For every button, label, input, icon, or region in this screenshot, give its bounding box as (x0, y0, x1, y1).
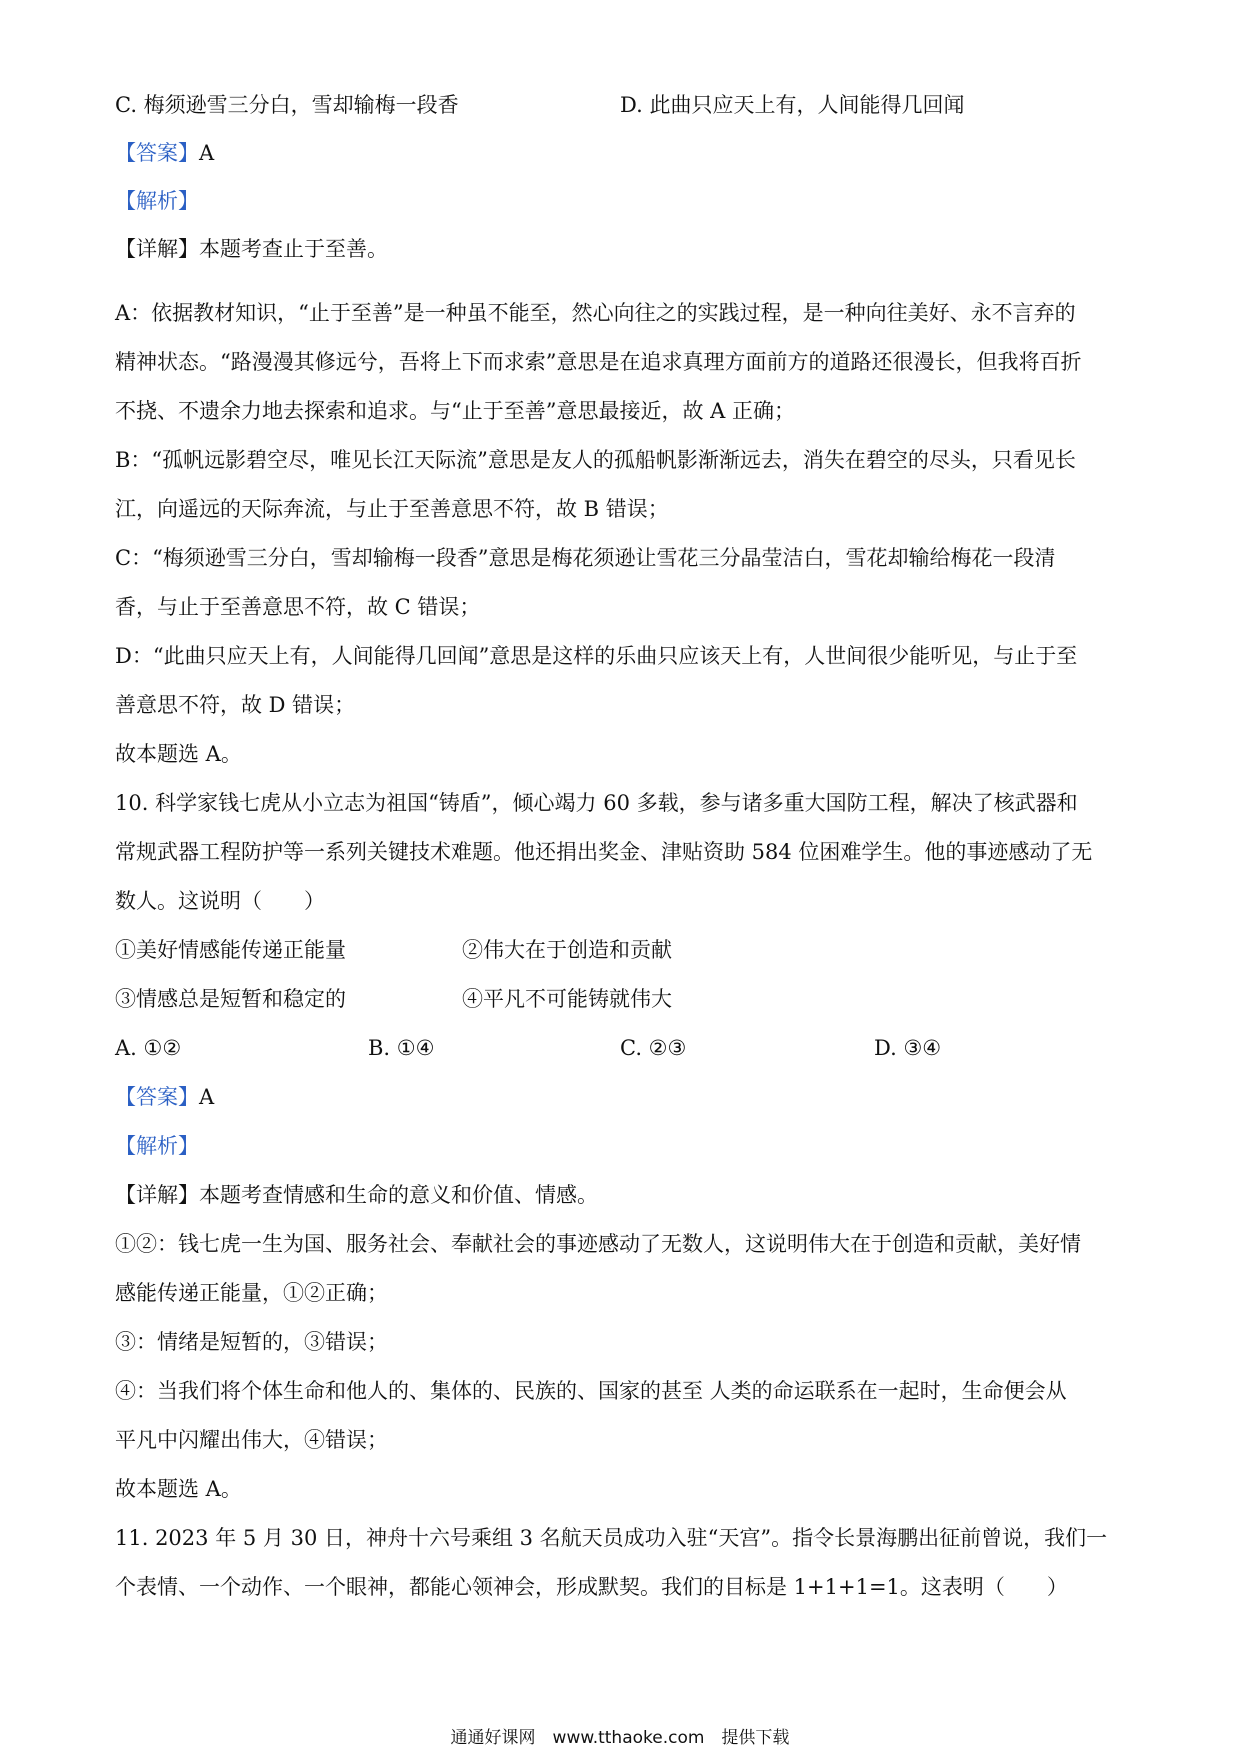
q11-stem-line: 个表情、一个动作、一个眼神，都能心领神会，形成默契。我们的目标是 1+1+1=1。这表明（ ） (115, 1575, 1068, 1599)
detail-tag: 【详解】 (115, 237, 199, 261)
answer-tag: 【答案】 (115, 1085, 199, 1109)
q9-explain-line: 善意思不符，故 D 错误； (115, 693, 356, 717)
q9-option-d: D. 此曲只应天上有，人间能得几回闻 (620, 93, 965, 117)
q10-explain-line: ①②：钱七虎一生为国、服务社会、奉献社会的事迹感动了无数人，这说明伟大在于创造和贡献，美好情 (115, 1232, 1081, 1256)
q10-option-a: A. ①② (115, 1036, 182, 1060)
q10-answer-value: A (199, 1085, 215, 1109)
analysis-tag: 【解析】 (115, 1134, 199, 1158)
q9-explain-line: 不挠、不遗余力地去探索和追求。与“止于至善”意思最接近，故 A 正确； (115, 399, 795, 423)
q9-option-c: C. 梅须逊雪三分白，雪却输梅一段香 (115, 93, 459, 117)
q10-statement: ③情感总是短暂和稳定的 (115, 987, 346, 1011)
q10-stem-line: 10. 科学家钱七虎从小立志为祖国“铸盾”，倾心竭力 60 多载，参与诸多重大国防工程，解决了核武器和 (115, 791, 1078, 815)
q10-explain-line: 感能传递正能量，①②正确； (115, 1281, 388, 1305)
q10-analysis-row (115, 1131, 199, 1161)
q9-answer-value: A (199, 141, 215, 165)
q10-conclusion: 故本题选 A。 (115, 1477, 242, 1501)
q9-conclusion: 故本题选 A。 (115, 742, 242, 766)
answer-tag: 【答案】 (115, 141, 199, 165)
q9-explain-line: 香，与止于至善意思不符，故 C 错误； (115, 595, 481, 619)
q10-statement: ②伟大在于创造和贡献 (462, 938, 672, 962)
q10-statement: ①美好情感能传递正能量 (115, 938, 346, 962)
page-footer: 通通好课网 www.tthaoke.com 提供下载 (450, 1728, 790, 1748)
q9-detail-row (115, 234, 388, 264)
detail-tag: 【详解】 (115, 1183, 199, 1207)
q9-explain-line: C：“梅须逊雪三分白，雪却输梅一段香”意思是梅花须逊让雪花三分晶莹洁白，雪花却输给梅花一段清 (115, 546, 1056, 570)
q9-analysis-row (115, 186, 199, 216)
q10-option-d: D. ③④ (874, 1036, 942, 1060)
analysis-tag: 【解析】 (115, 189, 199, 213)
q10-answer-row (115, 1082, 214, 1112)
q10-option-c: C. ②③ (620, 1036, 687, 1060)
q9-explain-line: 精神状态。“路漫漫其修远兮，吾将上下而求索”意思是在追求真理方面前方的道路还很漫长，但我将百折 (115, 350, 1082, 374)
q10-detail-row (115, 1180, 598, 1210)
q10-option-b: B. ①④ (368, 1036, 435, 1060)
q9-detail-text: 本题考查止于至善。 (199, 237, 388, 261)
q10-detail-text: 本题考查情感和生命的意义和价值、情感。 (199, 1183, 598, 1207)
q9-answer-row (115, 138, 214, 168)
q10-explain-line: ③：情绪是短暂的，③错误； (115, 1330, 388, 1354)
q10-stem-line: 数人。这说明（ ） (115, 889, 325, 913)
q9-explain-line: B：“孤帆远影碧空尽，唯见长江天际流”意思是友人的孤船帆影渐渐远去，消失在碧空的尽头，只看见长 (115, 448, 1076, 472)
q9-explain-line: A：依据教材知识，“止于至善”是一种虽不能至，然心向往之的实践过程，是一种向往美好、永不言弃的 (115, 301, 1076, 325)
q10-stem-line: 常规武器工程防护等一系列关键技术难题。他还捐出奖金、津贴资助 584 位困难学生。他的事迹感动了无 (115, 840, 1093, 864)
q11-stem-line: 11. 2023 年 5 月 30 日，神舟十六号乘组 3 名航天员成功入驻“天宫”。指令长景海鹏出征前曾说，我们一 (115, 1526, 1108, 1550)
q10-explain-line: 平凡中闪耀出伟大，④错误； (115, 1428, 388, 1452)
q10-statement: ④平凡不可能铸就伟大 (462, 987, 672, 1011)
q9-explain-line: 江，向遥远的天际奔流，与止于至善意思不符，故 B 错误； (115, 497, 669, 521)
q10-explain-line: ④：当我们将个体生命和他人的、集体的、民族的、国家的甚至 人类的命运联系在一起时，生命便会从 (115, 1379, 1067, 1403)
q9-explain-line: D：“此曲只应天上有，人间能得几回闻”意思是这样的乐曲只应该天上有，人世间很少能听见，与止于至 (115, 644, 1078, 668)
